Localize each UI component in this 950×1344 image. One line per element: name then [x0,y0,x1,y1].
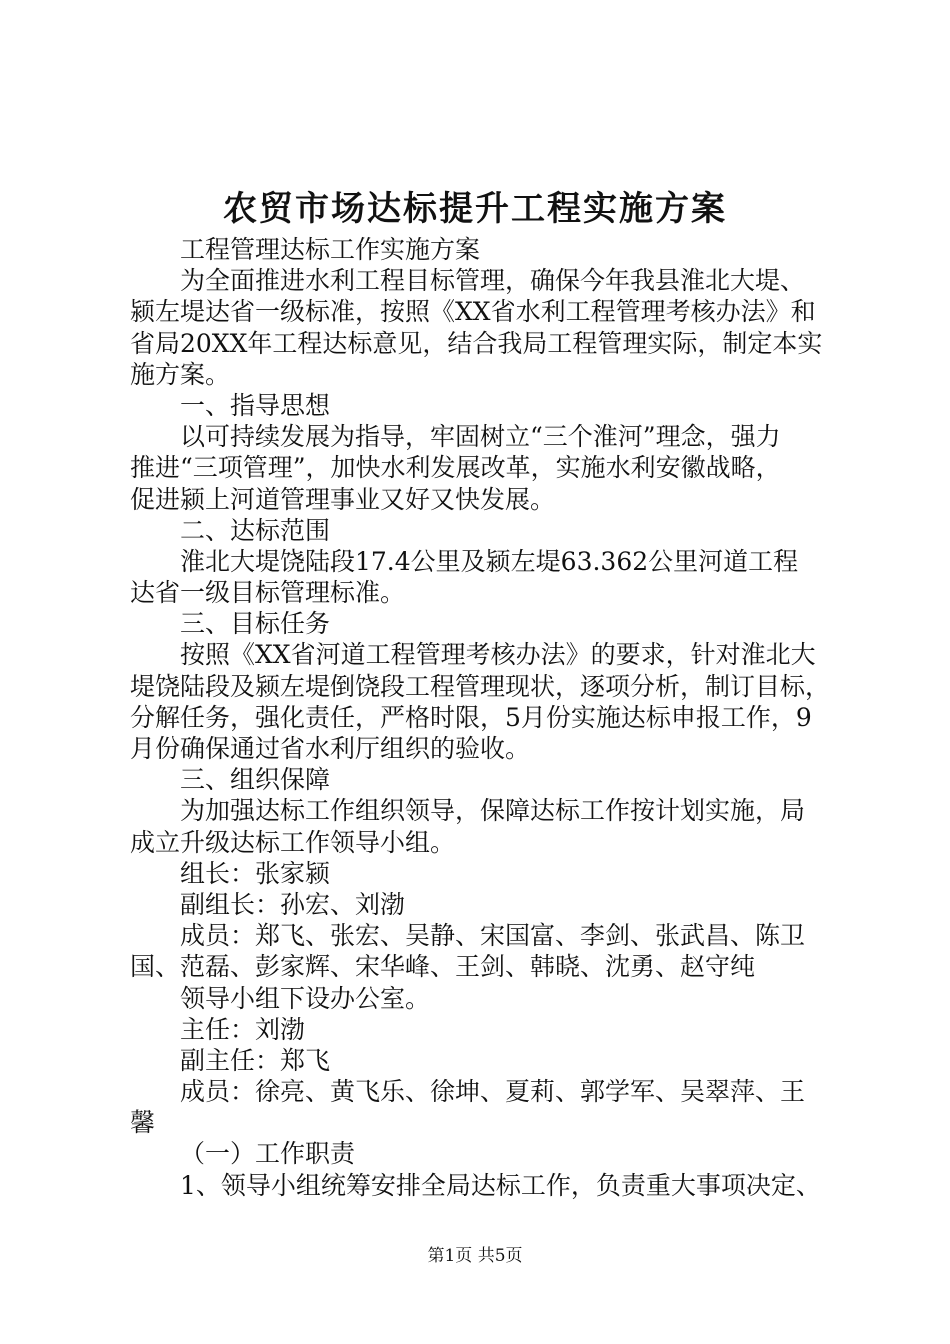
text-line: 分解任务，强化责任，严格时限，5月份实施达标申报工作，9 [130,702,812,732]
text-line: 月份确保通过省水利厅组织的验收。 [130,734,531,763]
text-line: 达省一级目标管理标准。 [130,578,406,608]
text-line: 主任：刘渤 [180,1014,306,1044]
text-line: 为全面推进水利工程目标管理，确保今年我县淮北大堤、 [180,266,806,296]
text-line: 成员：郑飞、张宏、吴静、宋国富、李剑、张武昌、陈卫 [180,921,806,951]
page-number-footer: 第1页 共5页 [427,1246,523,1266]
text-line: 按照《XX省河道工程管理考核办法》的要求，针对淮北大 [180,640,816,670]
text-line: 施方案。 [130,359,231,389]
text-line: 三、目标任务 [180,609,331,639]
text-line: （一）工作职责 [180,1139,356,1169]
text-line: 堤饶陆段及颍左堤倒饶段工程管理现状，逐项分析，制订目标， [130,671,831,701]
text-line: 成员：徐亮、黄飞乐、徐坤、夏莉、郭学军、吴翠萍、王 [180,1077,806,1107]
text-line: 工程管理达标工作实施方案 [180,235,481,264]
text-line: 为加强达标工作组织领导，保障达标工作按计划实施，局 [180,796,806,826]
text-line: 淮北大堤饶陆段17.4公里及颍左堤63.362公里河道工程 [180,546,799,576]
text-line: 颍左堤达省一级标准，按照《XX省水利工程管理考核办法》和 [130,297,816,327]
text-line: 成立升级达标工作领导小组。 [130,827,456,857]
text-line: 一、指导思想 [180,390,331,420]
document-title: 农贸市场达标提升工程实施方案 [223,189,727,229]
text-line: 省局20XX年工程达标意见，结合我局工程管理实际，制定本实 [130,328,823,358]
text-line: 以可持续发展为指导，牢固树立“三个淮河”理念，强力 [180,422,781,452]
text-line: 促进颍上河道管理事业又好又快发展。 [130,484,556,514]
text-line: 副主任：郑飞 [180,1045,331,1075]
document-body [130,234,830,1201]
text-line: 国、范磊、彭家辉、宋华峰、王剑、韩晓、沈勇、赵守纯 [130,952,756,982]
text-line: 领导小组下设办公室。 [180,983,431,1013]
text-line: 组长：张家颍 [180,858,331,888]
text-line: 推进“三项管理”，加快水利发展改革，实施水利安徽战略， [130,453,781,483]
text-line: 馨 [130,1108,156,1138]
text-line: 副组长：孙宏、刘渤 [180,889,406,919]
text-line: 二、达标范围 [180,515,331,545]
text-line: 三、组织保障 [180,765,331,795]
text-line: 1、领导小组统筹安排全局达标工作，负责重大事项决定、 [180,1170,821,1200]
